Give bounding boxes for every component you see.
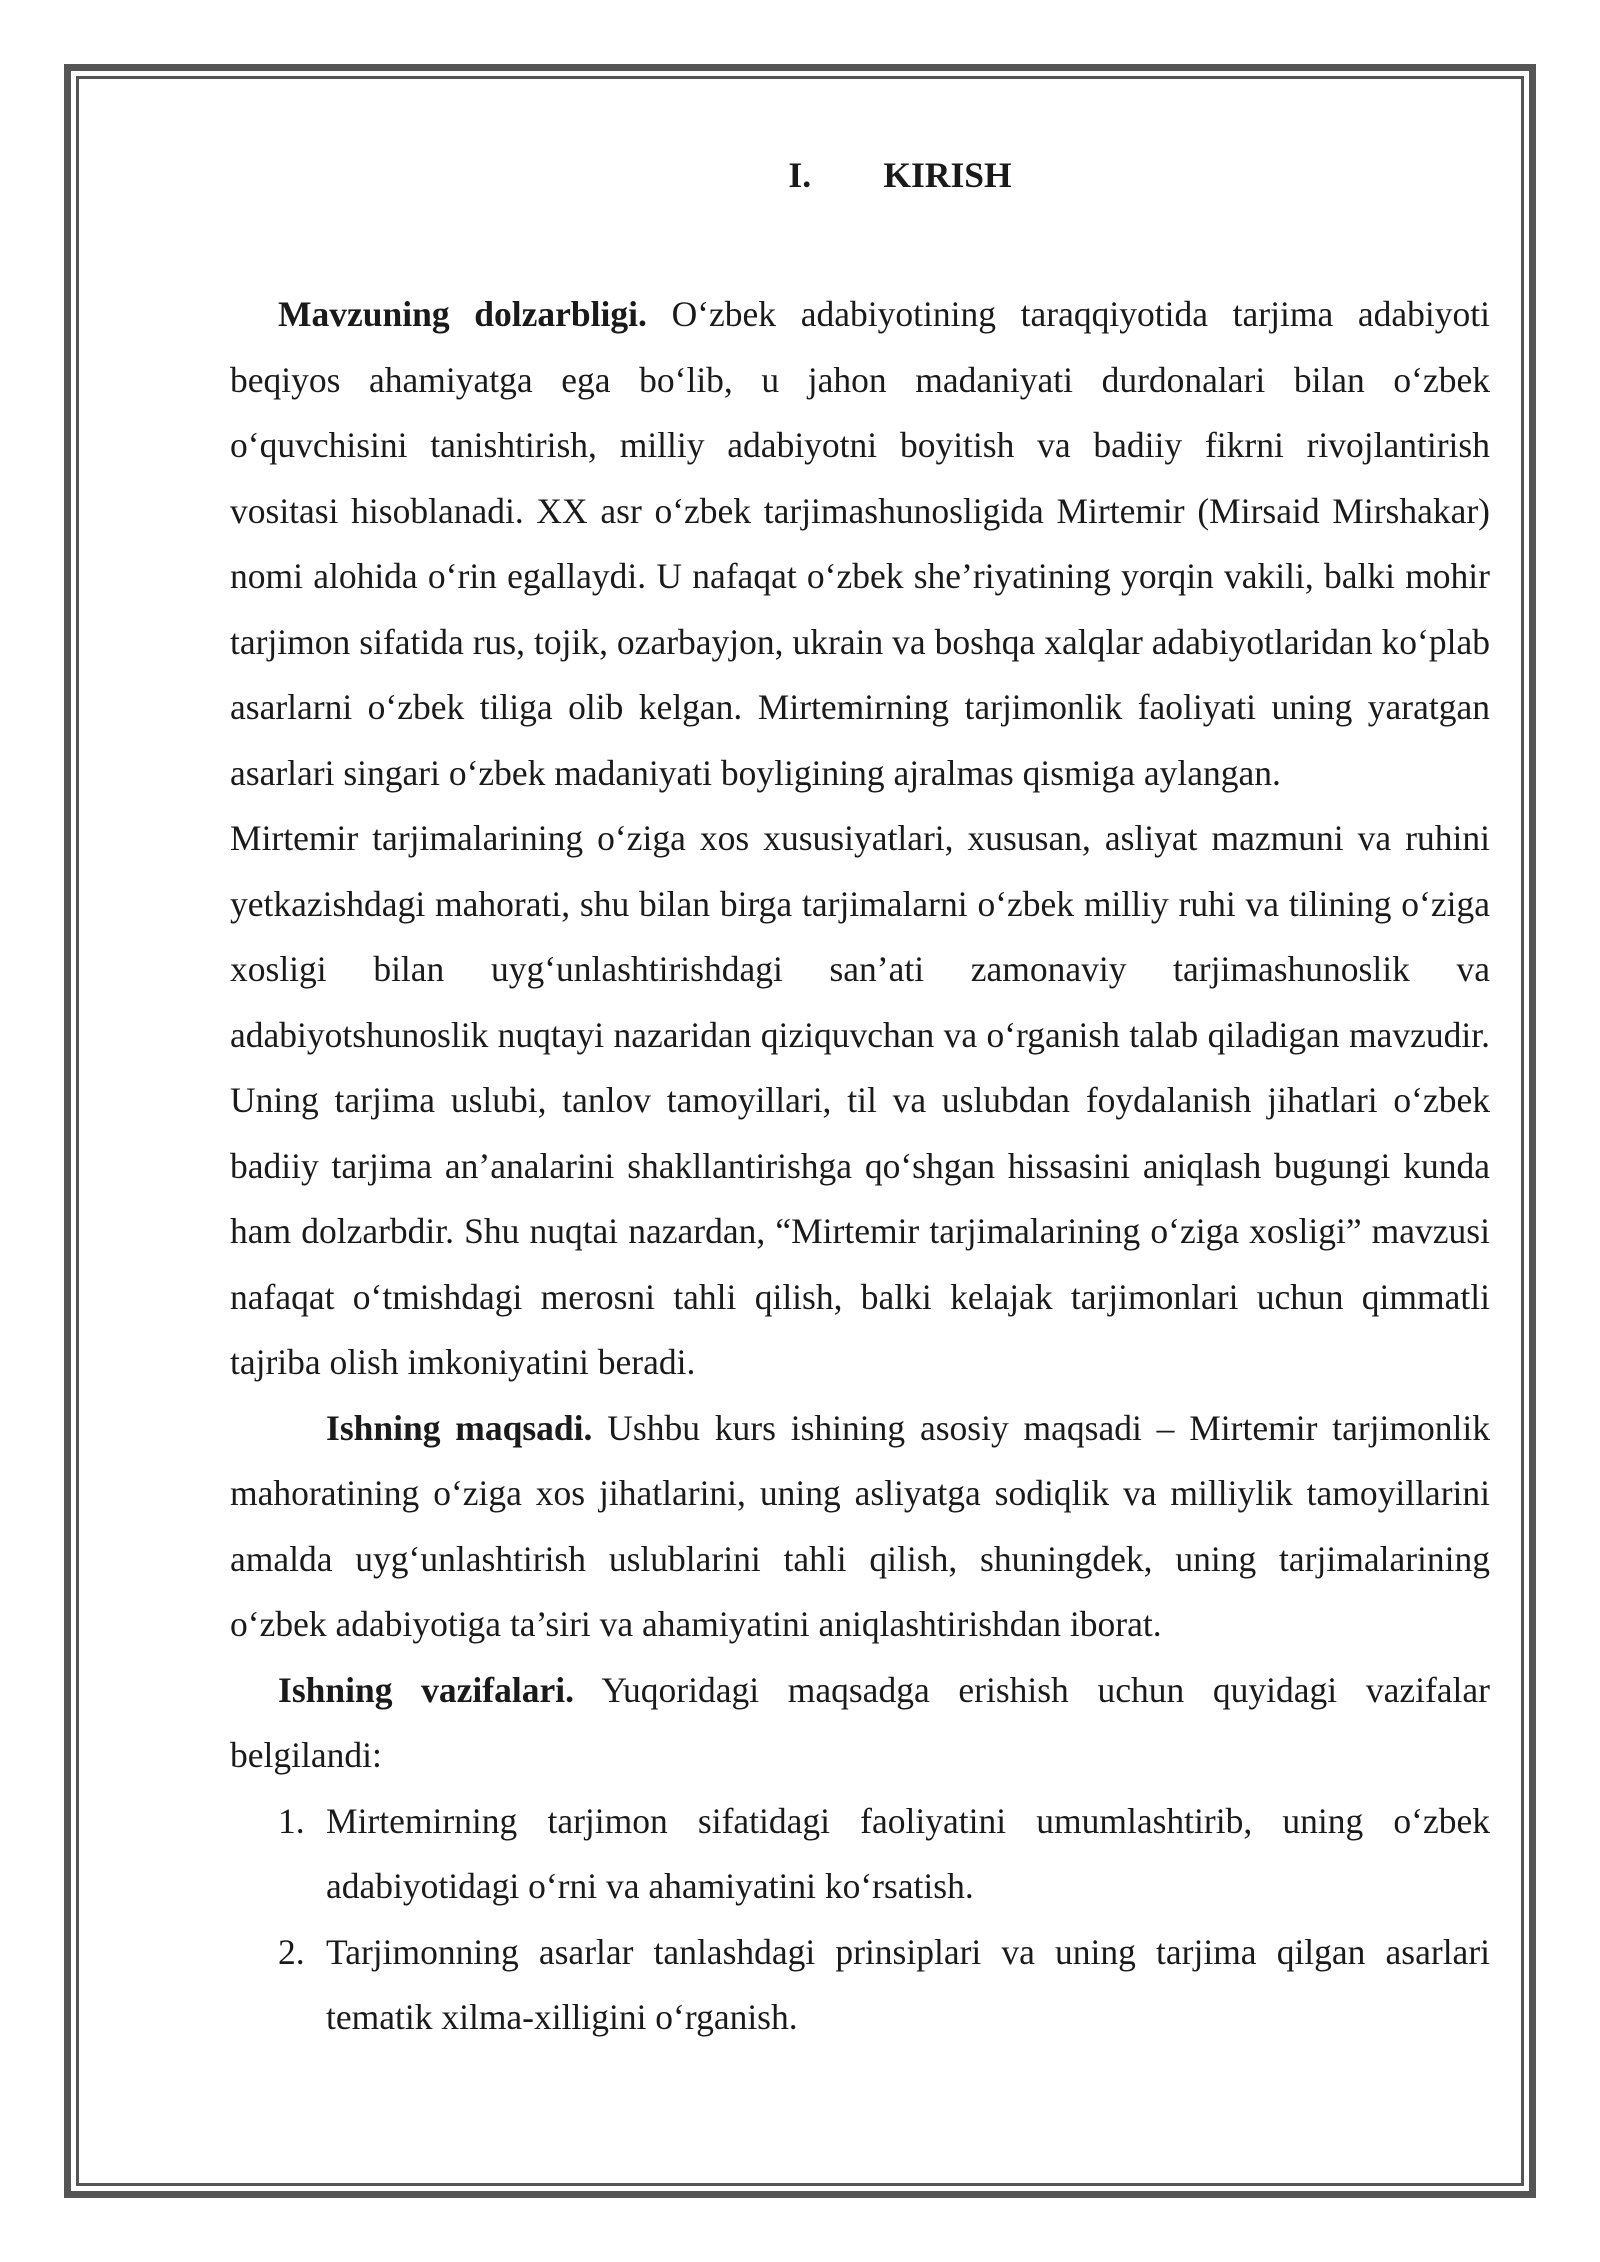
chapter-title: KIRISH <box>883 155 1012 195</box>
list-item-number: 2. <box>278 1931 305 1972</box>
list-item-text: Tarjimonning asarlar tanlashdagi prinsiplari va uning tarjima qilgan asarlari tematik xilma-xilligini o‘rganish. <box>326 1931 1490 2037</box>
tasks-text: Yuqoridagi maqsadga erishish uchun quyidagi vazifalar belgilandi: <box>230 1669 1490 1775</box>
goal-label: Ishning maqsadi. <box>326 1407 593 1448</box>
list-item-number: 1. <box>278 1800 305 1841</box>
tasks-label: Ishning vazifalari. <box>278 1669 574 1710</box>
list-item <box>230 1789 1490 1920</box>
tasks-paragraph <box>230 1658 1490 1789</box>
goal-paragraph <box>230 1396 1490 1658</box>
relevance-text: O‘zbek adabiyotining taraqqiyotida tarjima adabiyoti beqiyos ahamiyatga ega bo‘lib, u jahon madaniyati durdonalari bilan o‘zbek o‘quvchisini tanishtirish, milliy adabiyotni boyitish va badiiy fikrni rivojlantirish vositasi hisoblanadi. XX asr o‘zbek tarjimashunosligida Mirtemir (Mirsaid Mirshakar) nomi alohida o‘rin egallaydi. U nafaqat o‘zbek she’riyatining yorqin vakili, balki mohir tarjimon sifatida rus, tojik, ozarbayjon, ukrain va boshqa xalqlar adabiyotlaridan ko‘plab asarlarni o‘zbek tiliga olib kelgan. Mirtemirning tarjimonlik faoliyati uning yaratgan asarlari singari o‘zbek madaniyati boyligining ajralmas qismiga aylangan. <box>230 294 1491 793</box>
chapter-number: I. <box>788 155 812 195</box>
list-item <box>230 1920 1490 2051</box>
relevance-continued-paragraph: Mirtemir tarjimalarining o‘ziga xos xususiyatlari, xususan, asliyat mazmuni va ruhini yetkazishdagi mahorati, shu bilan birga tarjimalarni o‘zbek milliy ruhi va tilining o‘ziga xosligi bilan uyg‘unlashtirishdagi san’ati zamonaviy tarjimashunoslik va adabiyotshunoslik nuqtayi nazaridan qiziquvchan va o‘rganish talab qiladigan mavzudir. Uning tarjima uslubi, tanlov tamoyillari, til va uslubdan foydalanish jihatlari o‘zbek badiiy tarjima an’analarini shakllantirishga qo‘shgan hissasini aniqlash bugungi kunda ham dolzarbdir. Shu nuqtai nazardan, “Mirtemir tarjimalarining o‘ziga xosligi” mavzusi nafaqat o‘tmishdagi merosni tahli qilish, balki kelajak tarjimonlari uchun qimmatli tajriba olish imkoniyatini beradi. <box>230 818 1490 1382</box>
relevance-paragraph <box>230 282 1490 806</box>
tasks-list <box>230 1789 1490 2051</box>
chapter-heading <box>230 150 1490 200</box>
goal-text: Ushbu kurs ishining asosiy maqsadi – Mirtemir tarjimonlik mahoratining o‘ziga xos jihatlarini, uning asliyatga sodiqlik va milliylik tamoyillarini amalda uyg‘unlashtirish uslublarini tahli qilish, shuningdek, uning tarjimalarining o‘zbek adabiyotiga ta’siri va ahamiyatini aniqlashtirishdan iborat. <box>230 1407 1490 1644</box>
list-item-text: Mirtemirning tarjimon sifatidagi faoliyatini umumlashtirib, uning o‘zbek adabiyotidagi o‘rni va ahamiyatini ko‘rsatish. <box>326 1800 1490 1906</box>
relevance-label: Mavzuning dolzarbligi. <box>278 294 647 334</box>
document-body <box>230 150 1490 2051</box>
